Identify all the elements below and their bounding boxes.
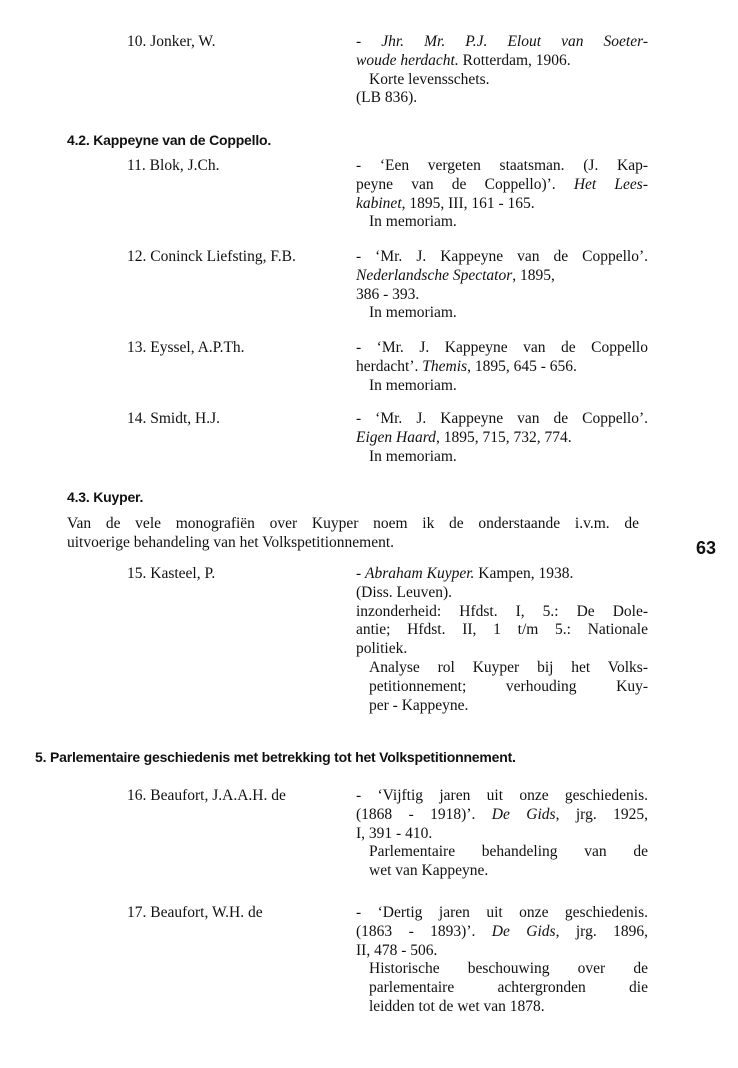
entry-description [356,33,648,108]
entry-line: - ‘Vijftig jaren uit onze geschiedenis. [356,787,648,804]
entry-line: (LB 836). [356,89,418,107]
entry-line: antie; Hfdst. II, 1 t/m 5.: Nationale [356,621,648,639]
entry-line: - ‘Dertig jaren uit onze geschiedenis. [356,904,648,921]
entry-line: politiek. [356,640,408,658]
entry-author: 11. Blok, J.Ch. [127,157,220,174]
entry-author: 15. Kasteel, P. [127,565,216,582]
entry-line: - ‘Mr. J. Kappeyne van de Coppello’. [356,410,648,427]
entry-line: kabinet, 1895, III, 161 - 165. [356,194,535,212]
entry-author: 17. Beaufort, W.H. de [127,904,263,921]
entry-line: (Diss. Leuven). [356,583,452,601]
entry-annotation: leidden tot de wet van 1878. [369,997,545,1015]
entry-annotation: wet van Kappeyne. [369,862,489,880]
entry-author: 14. Smidt, H.J. [127,410,221,427]
entry-annotation: Historische beschouwing over de [369,960,648,978]
page-number: 63 [696,538,717,558]
section-heading-4-2: 4.2. Kappeyne van de Coppello. [67,132,272,148]
entry-line: (1868 - 1918)’. De Gids, jrg. 1925, [356,805,648,823]
entry-description [356,787,648,881]
entry-author: 12. Coninck Liefsting, F.B. [127,248,296,265]
entry-description [356,157,648,232]
entry-line: - ‘Een vergeten staatsman. (J. Kap- [356,157,648,174]
entry-line: inzonderheid: Hfdst. I, 5.: De Dole- [356,602,648,620]
entry-line: woude herdacht. Rotterdam, 1906. [356,51,571,69]
entry-annotation: In memoriam. [369,447,457,465]
entry-annotation: petitionnement; verhouding Kuy- [369,677,648,695]
entry-line: II, 478 - 506. [356,941,438,959]
entry-line: peyne van de Coppello)’. Het Lees- [356,175,648,193]
entry-line: - Abraham Kuyper. Kampen, 1938. [356,565,574,582]
entry-line: Eigen Haard, 1895, 715, 732, 774. [356,428,572,446]
entry-line: (1863 - 1893)’. De Gids, jrg. 1896, [356,922,648,940]
entry-line: I, 391 - 410. [356,824,433,842]
entry-annotation: In memoriam. [369,376,457,394]
entry-line: 386 - 393. [356,285,420,303]
entry-annotation: Parlementaire behandeling van de [369,843,648,861]
entry-annotation: parlementaire achtergronden die [369,979,648,997]
entry-author: 10. Jonker, W. [127,33,216,50]
entry-annotation: Korte levensschets. [369,70,490,88]
entry-line: herdacht’. Themis, 1895, 645 - 656. [356,357,577,375]
paragraph-line: Van de vele monografiën over Kuyper noem ik de onderstaande i.v.m. de [67,515,639,532]
entry-line: - ‘Mr. J. Kappeyne van de Coppello [356,339,648,356]
kuyper-intro-paragraph [67,515,639,553]
section-heading-4-3: 4.3. Kuyper. [67,489,144,505]
entry-author: 16. Beaufort, J.A.A.H. de [127,787,286,804]
entry-description [356,410,648,466]
entry-annotation: In memoriam. [369,213,457,231]
section-heading-5: 5. Parlementaire geschiedenis met betrekking tot het Volkspetitionnement. [35,749,516,765]
entry-description [356,248,648,323]
entry-description [356,565,648,715]
entry-annotation: Analyse rol Kuyper bij het Volks- [369,658,648,676]
entry-line: Nederlandsche Spectator, 1895, [356,266,555,284]
entry-description [356,904,648,1017]
entry-author: 13. Eyssel, A.P.Th. [127,339,245,356]
entry-line: - Jhr. Mr. P.J. Elout van Soeter- [356,33,648,50]
paragraph-line: uitvoerige behandeling van het Volkspetitionnement. [67,533,395,551]
entry-description [356,339,648,395]
entry-line: - ‘Mr. J. Kappeyne van de Coppello’. [356,248,648,265]
entry-annotation: In memoriam. [369,304,457,322]
entry-annotation: per - Kappeyne. [369,696,469,714]
